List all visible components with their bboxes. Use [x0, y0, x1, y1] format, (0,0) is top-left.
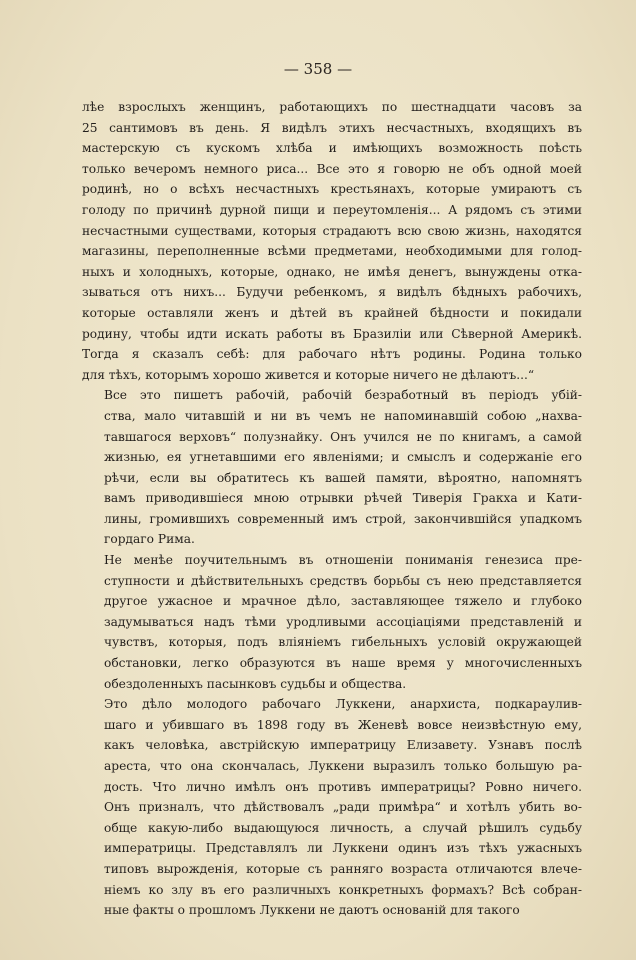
text-line: голоду по причинѣ дурной пищи и переутомленія... А рядомъ съ этими: [82, 202, 582, 217]
body-text: [82, 97, 582, 921]
paragraph: [82, 385, 582, 550]
text-line: дость. Что лично имѣлъ онъ противъ императрицы? Ровно ничего.: [104, 779, 582, 794]
text-line: другое ужасное и мрачное дѣло, заставляющее тяжело и глубоко: [104, 594, 582, 609]
text-line: ареста, что она скончалась, Луккени выразилъ только большую ра-: [104, 759, 582, 773]
text-line: типовъ вырожденія, которые съ ранняго возраста отличаются влече-: [104, 861, 582, 876]
text-line: ства, мало читавшій и ни въ чемъ не напоминавшій собою „нахва-: [104, 408, 582, 423]
text-line: лѣе взрослыхъ женщинъ, работающихъ по шестнадцати часовъ за: [82, 100, 582, 114]
text-line: 25 сантимовъ въ день. Я видѣлъ этихъ несчастныхъ, входящихъ въ: [82, 120, 582, 135]
text-line: шаго и убившаго въ 1898 году въ Женевѣ вовсе неизвѣстную ему,: [104, 717, 582, 732]
text-line: только вечеромъ немного риса... Все это я говорю не объ одной моей: [82, 161, 582, 176]
text-line: какъ человѣка, австрійскую императрицу Елизавету. Узнавъ послѣ: [104, 738, 582, 753]
text-line: Не менѣе поучительнымъ въ отношеніи пониманія генезиса пре-: [104, 553, 582, 568]
text-line: чувствъ, которыя, подъ вліяніемъ гибельныхъ условій окружающей: [104, 635, 582, 650]
text-line: зываться отъ нихъ... Будучи ребенкомъ, я видѣлъ бѣдныхъ рабочихъ,: [82, 285, 582, 300]
text-line: императрицы. Представлялъ ли Луккени одинъ изъ тѣхъ ужасныхъ: [104, 841, 582, 856]
text-line: ніемъ ко злу въ его различныхъ конкретныхъ формахъ? Всѣ собран-: [104, 882, 582, 897]
text-line: ныхъ и холодныхъ, которые, однако, не имѣя денегъ, вынуждены отка-: [82, 264, 582, 279]
paragraph: [82, 694, 582, 921]
text-line: для тѣхъ, которымъ хорошо живется и которые ничего не дѣлаютъ...“: [82, 367, 535, 382]
text-line: родину, чтобы идти искать работы въ Бразиліи или Сѣверной Америкѣ.: [82, 326, 582, 341]
text-line: мастерскую съ кускомъ хлѣба и имѣющихъ возможность поѣсть: [82, 141, 582, 156]
text-line: тавшагося верховъ“ полузнайку. Онъ учился не по книгамъ, а самой: [104, 429, 582, 444]
text-line: ные факты о прошломъ Луккени не даютъ основаній для такого: [104, 903, 520, 918]
text-line: Онъ призналъ, что дѣйствовалъ „ради примѣра“ и хотѣлъ убить во-: [104, 800, 582, 815]
text-line: задумываться надъ тѣми уродливыми ассоціаціями представленій и: [104, 614, 582, 629]
text-line: рѣчи, если вы обратитесь къ вашей памяти, вѣроятно, напомнятъ: [104, 470, 582, 485]
text-line: которые оставляли женъ и дѣтей въ крайней бѣдности и покидали: [82, 305, 582, 320]
text-line: обездоленныхъ пасынковъ судьбы и общества.: [104, 676, 407, 691]
text-line: родинѣ, но о всѣхъ несчастныхъ крестьянахъ, которые умираютъ съ: [82, 182, 582, 197]
page-number: — 358 —: [283, 60, 353, 78]
text-line: Это дѣло молодого рабочаго Луккени, анархиста, подкараулив-: [104, 697, 582, 712]
text-line: обстановки, легко образуются въ наше время у многочисленныхъ: [104, 656, 582, 671]
paragraph: [82, 550, 582, 694]
text-line: магазины, переполненные всѣми предметами, необходимыми для голод-: [82, 244, 582, 259]
text-line: жизнью, ея угнетавшими его явленіями; и смыслъ и содержаніе его: [104, 450, 582, 465]
paragraph: [82, 97, 582, 385]
text-line: Все это пишетъ рабочій, рабочій безработный въ періодъ убій-: [104, 388, 582, 403]
text-line: несчастными существами, которыя страдаютъ всю свою жизнь, находятся: [82, 223, 582, 238]
text-line: лины, громившихъ современный имъ строй, закончившійся упадкомъ: [104, 511, 582, 526]
text-line: обще какую-либо выдающуюся личность, а случай рѣшилъ судьбу: [104, 820, 582, 835]
text-line: гордаго Рима.: [104, 532, 195, 547]
text-line: вамъ приводившіеся мною отрывки рѣчей Тиверія Гракха и Кати-: [104, 491, 582, 506]
text-line: Тогда я сказалъ себѣ: для рабочаго нѣтъ родины. Родина только: [82, 347, 582, 362]
text-line: ступности и дѣйствительныхъ средствъ борьбы съ нею представляется: [104, 573, 582, 588]
